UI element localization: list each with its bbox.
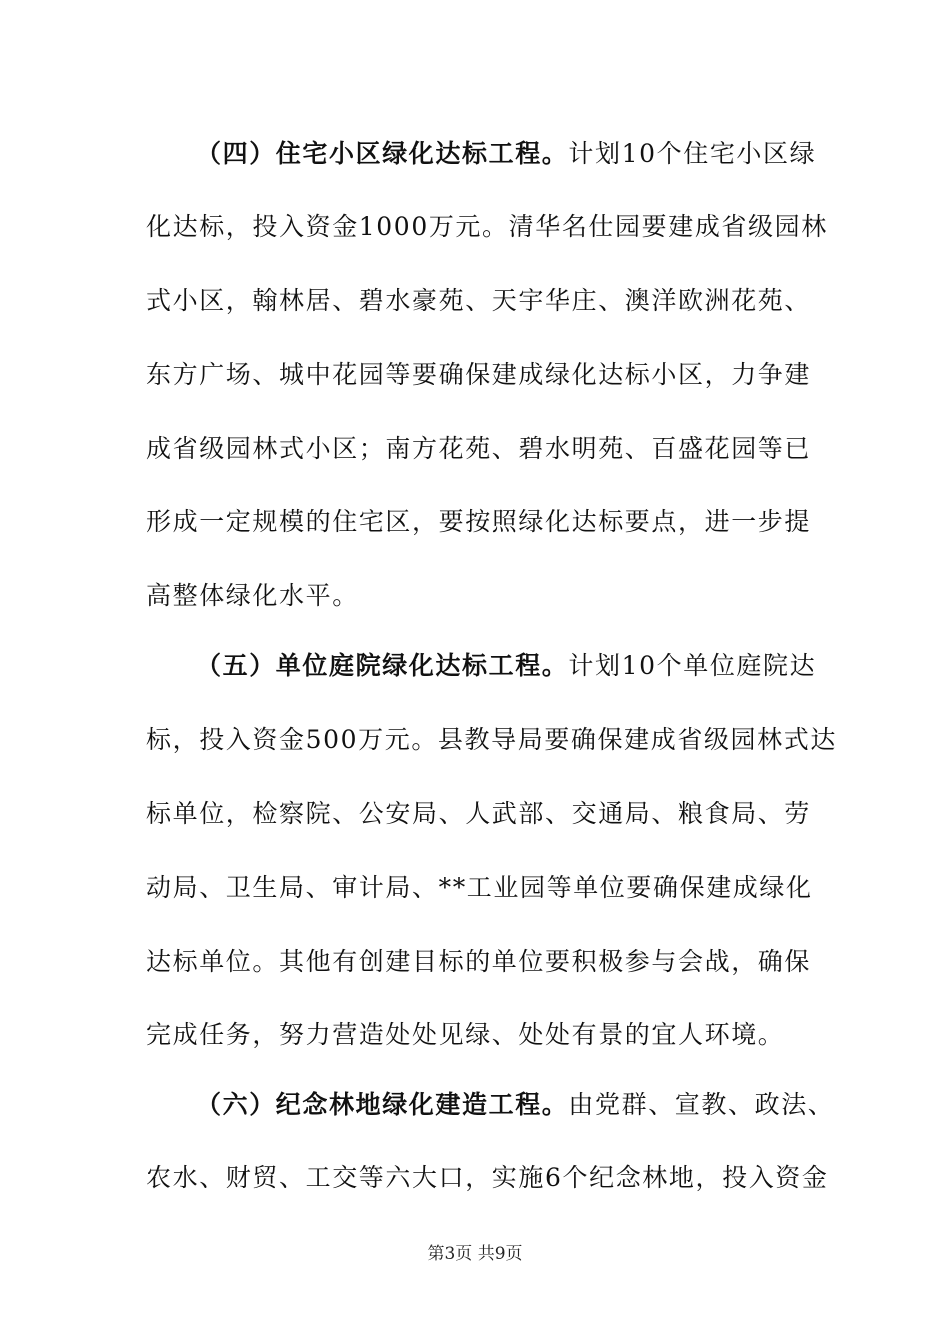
body-text: 农水、财贸、工交等六大口，实施6个纪念林地，投入资金 <box>146 1163 829 1192</box>
section-heading: （四）住宅小区绿化达标工程。 <box>196 139 569 168</box>
body-text: 动局、卫生局、审计局、**工业园等单位要确保建成绿化 <box>146 873 813 902</box>
body-text: 标单位，检察院、公安局、人武部、交通局、粮食局、劳 <box>146 799 812 828</box>
body-text: 形成一定规模的住宅区，要按照绿化达标要点，进一步提 <box>146 507 812 536</box>
section-heading: （六）纪念林地绿化建造工程。 <box>196 1090 569 1119</box>
body-text: 成省级园林式小区；南方花苑、碧水明苑、百盛花园等已 <box>146 434 812 463</box>
page-number-footer: 第3页 共9页 <box>427 1244 523 1264</box>
paragraph-line <box>196 650 866 682</box>
body-text: 达标单位。其他有创建目标的单位要积极参与会战，确保 <box>146 947 812 976</box>
body-text: 由党群、宣教、政法、 <box>568 1090 835 1119</box>
body-text: 式小区，翰林居、碧水豪苑、天宇华庄、澳洋欧洲花苑、 <box>146 286 812 315</box>
body-text: 计划10个住宅小区绿 <box>568 139 817 168</box>
body-text: 化达标，投入资金1000万元。清华名仕园要建成省级园林 <box>146 212 828 241</box>
body-text: 高整体绿化水平。 <box>146 581 359 610</box>
body-text: 东方广场、城中花园等要确保建成绿化达标小区，力争建 <box>146 360 812 389</box>
body-text: 计划10个单位庭院达 <box>568 651 817 680</box>
body-text: 完成任务，努力营造处处见绿、处处有景的宜人环境。 <box>146 1020 785 1049</box>
paragraph-line <box>196 138 866 170</box>
body-text: 标，投入资金500万元。县教导局要确保建成省级园林式达 <box>146 725 837 754</box>
section-heading: （五）单位庭院绿化达标工程。 <box>196 651 569 680</box>
paragraph-line <box>196 1089 866 1121</box>
